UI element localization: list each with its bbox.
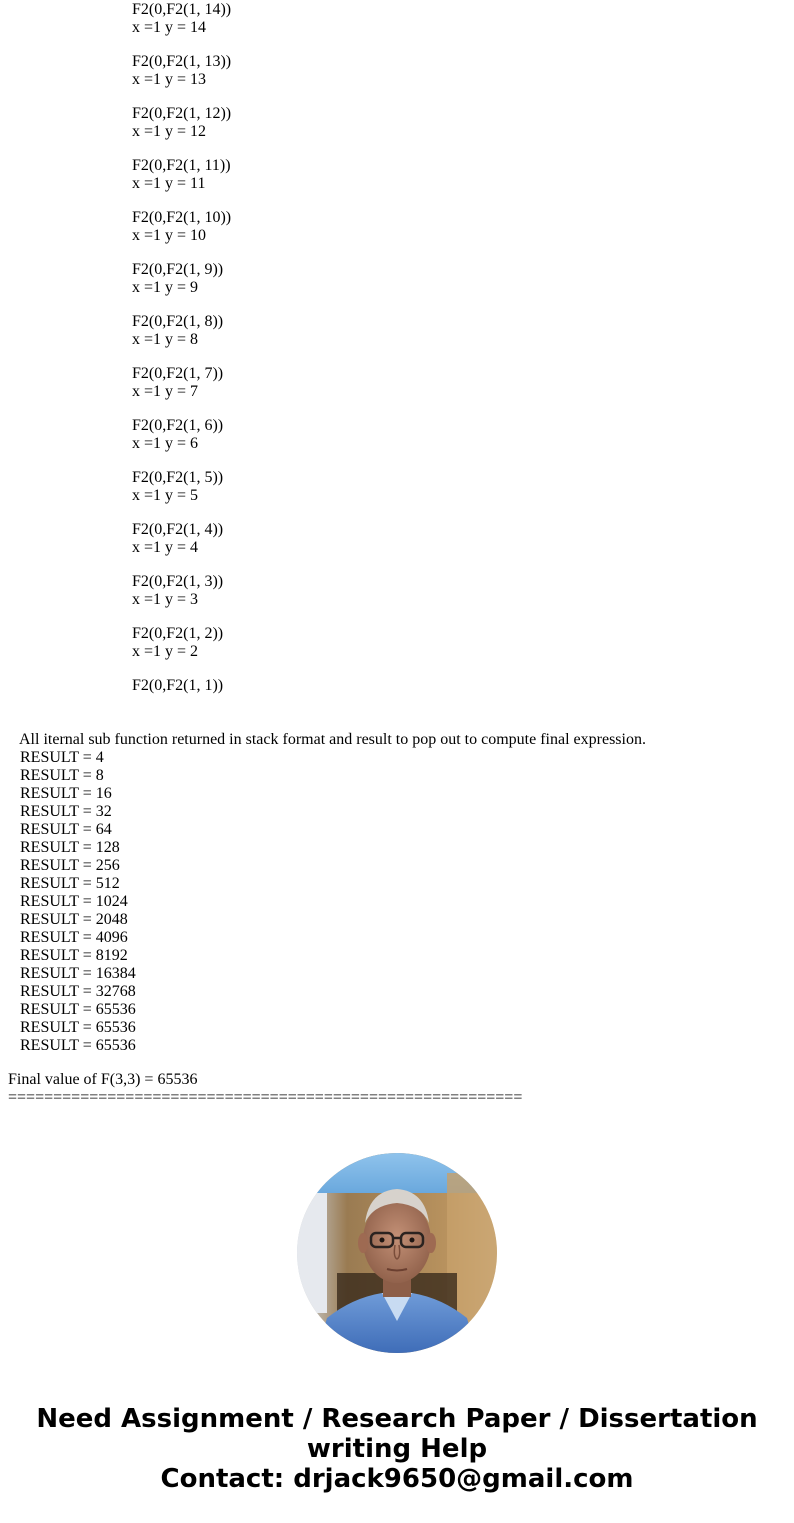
trace-block (132, 573, 231, 609)
result-item: RESULT = 4096 (20, 929, 128, 946)
trace-call: F2(0,F2(1, 13)) (132, 53, 232, 70)
trace-block (132, 677, 231, 695)
trace-block (132, 417, 231, 453)
result-item: RESULT = 65536 (20, 1019, 136, 1036)
trace-call: F2(0,F2(1, 5)) (132, 469, 224, 486)
trace-values: x =1 y = 7 (132, 383, 199, 400)
help-contact-banner (0, 1404, 794, 1494)
trace-values: x =1 y = 14 (132, 19, 207, 36)
recursion-trace (132, 1, 231, 711)
trace-call: F2(0,F2(1, 12)) (132, 105, 232, 122)
trace-call: F2(0,F2(1, 4)) (132, 521, 224, 538)
trace-call: F2(0,F2(1, 9)) (132, 261, 224, 278)
trace-values: x =1 y = 9 (132, 279, 199, 296)
trace-block (132, 261, 231, 297)
trace-call: F2(0,F2(1, 1)) (132, 677, 224, 694)
trace-values: x =1 y = 11 (132, 175, 206, 192)
trace-call: F2(0,F2(1, 3)) (132, 573, 224, 590)
result-item: RESULT = 65536 (20, 1001, 136, 1018)
trace-call: F2(0,F2(1, 14)) (132, 1, 232, 18)
trace-block (132, 625, 231, 661)
separator-line: ========================================================= (8, 1089, 523, 1106)
trace-values: x =1 y = 6 (132, 435, 199, 452)
trace-values: x =1 y = 10 (132, 227, 207, 244)
trace-values: x =1 y = 3 (132, 591, 199, 608)
trace-values: x =1 y = 4 (132, 539, 199, 556)
result-item: RESULT = 32 (20, 803, 112, 820)
trace-block (132, 105, 231, 141)
banner-contact-line: Contact: drjack9650@gmail.com (160, 1464, 634, 1494)
trace-block (132, 469, 231, 505)
trace-values: x =1 y = 12 (132, 123, 207, 140)
result-item: RESULT = 512 (20, 875, 120, 892)
result-item: RESULT = 256 (20, 857, 120, 874)
trace-call: F2(0,F2(1, 2)) (132, 625, 224, 642)
trace-values: x =1 y = 5 (132, 487, 199, 504)
trace-call: F2(0,F2(1, 7)) (132, 365, 224, 382)
author-photo-illustration (297, 1153, 497, 1353)
banner-line-1: Need Assignment / Research Paper / Dissertation (36, 1404, 758, 1434)
trace-call: F2(0,F2(1, 6)) (132, 417, 224, 434)
result-item: RESULT = 64 (20, 821, 112, 838)
result-item: RESULT = 2048 (20, 911, 128, 928)
result-item: RESULT = 128 (20, 839, 120, 856)
final-value-text: Final value of F(3,3) = 65536 (8, 1071, 198, 1088)
trace-block (132, 1, 231, 37)
result-item: RESULT = 16 (20, 785, 112, 802)
result-item: RESULT = 16384 (20, 965, 136, 982)
trace-call: F2(0,F2(1, 11)) (132, 157, 231, 174)
trace-values: x =1 y = 8 (132, 331, 199, 348)
stack-summary-text: All iternal sub function returned in stack format and result to pop out to compute final expression. (19, 731, 646, 748)
trace-block (132, 313, 231, 349)
trace-values: x =1 y = 13 (132, 71, 207, 88)
result-item: RESULT = 4 (20, 749, 104, 766)
trace-call: F2(0,F2(1, 8)) (132, 313, 224, 330)
author-avatar (297, 1153, 497, 1353)
trace-values: x =1 y = 2 (132, 643, 199, 660)
result-item: RESULT = 32768 (20, 983, 136, 1000)
trace-call: F2(0,F2(1, 10)) (132, 209, 232, 226)
result-item: RESULT = 1024 (20, 893, 128, 910)
trace-block (132, 209, 231, 245)
trace-block (132, 53, 231, 89)
trace-block (132, 157, 231, 193)
result-list (20, 749, 136, 1055)
result-item: RESULT = 8192 (20, 947, 128, 964)
result-item: RESULT = 8 (20, 767, 104, 784)
result-item: RESULT = 65536 (20, 1037, 136, 1054)
banner-line-2: writing Help (306, 1434, 488, 1464)
trace-block (132, 365, 231, 401)
trace-block (132, 521, 231, 557)
